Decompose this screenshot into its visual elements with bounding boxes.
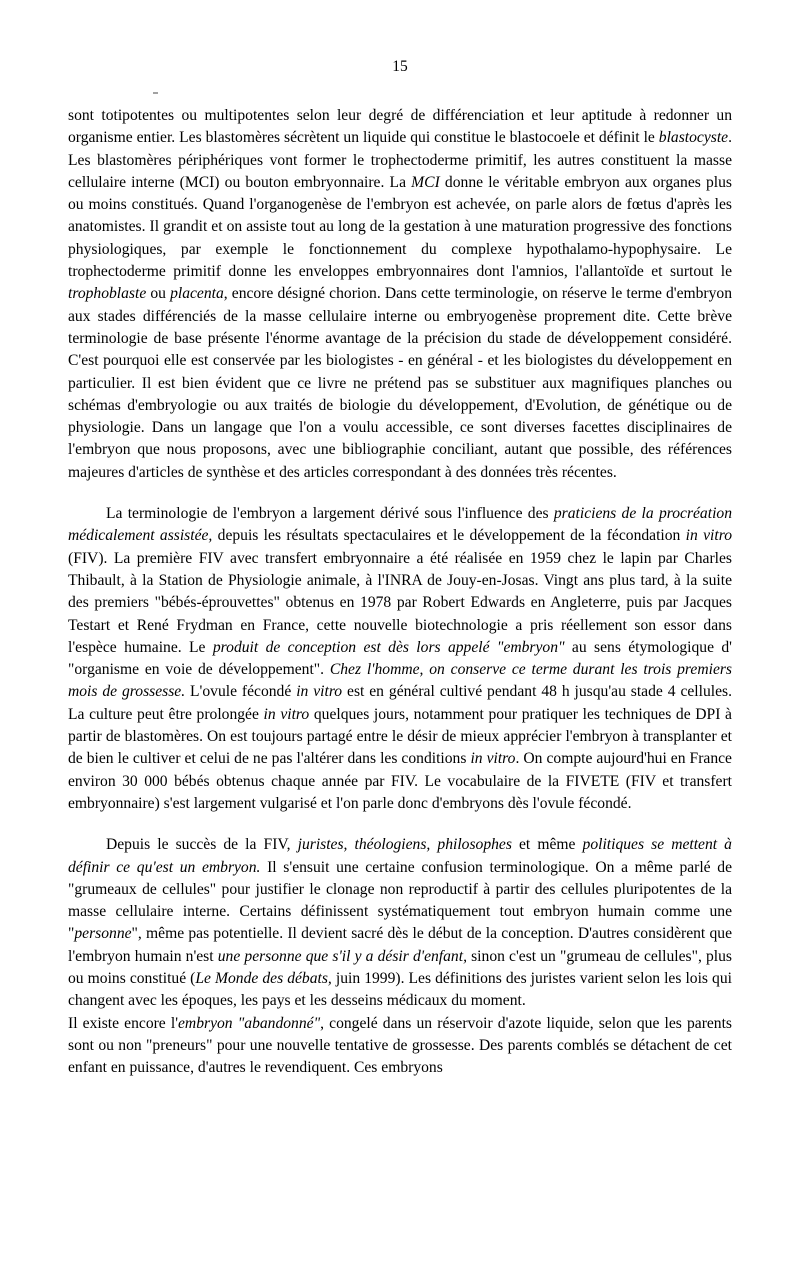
page-number: 15: [392, 58, 408, 75]
paragraph-2: La terminologie de l'embryon a largement dérivé sous l'influence des praticiens de la procréation médicalement assistée, depuis les résultats spectaculaires et le développement de la fécondation in vitro (FIV). La première FIV avec transfert embryonnaire a été réalisée en 1959 chez le lapin par Charles Thibault, à la Station de Physiologie animale, à l'INRA de Jouy-en-Josas. Vingt ans plus tard, à la suite des premiers "bébés-éprouvettes" obtenus en 1978 par Robert Edwards en Angleterre, puis par Jacques Testart et René Frydman en France, cette nouvelle biotechnologie a pris réellement son essor dans l'espèce humaine. Le produit de conception est dès lors appelé "embryon" au sens étymologique d' "organisme en voie de développement". Chez l'homme, on conserve ce terme durant les trois premiers mois de grossesse. L'ovule fécondé in vitro est en général cultivé pendant 48 h jusqu'au stade 4 cellules. La culture peut être prolongée in vitro quelques jours, notamment pour pratiquer les techniques de DPI à partir de blastomères. On est toujours partagé entre le désir de mieux apprécier l'embryon à transplanter et de bien le cultiver et celui de ne pas l'altérer dans les conditions in vitro. On compte aujourd'hui en France environ 30 000 bébés obtenus chaque année par FIV. Le vocabulaire de la FIVETE (FIV et transfert embryonnaire) s'est largement vulgarisé et l'on parle donc d'embryons dès l'ovule fécondé.: [68, 505, 732, 812]
body-text-column: [68, 105, 732, 1079]
stray-ink-mark: [153, 92, 158, 94]
paragraph-1: sont totipotentes ou multipotentes selon leur degré de différenciation et leur aptitude à redonner un organisme entier. Les blastomères sécrètent un liquide qui constitue le blastocoele et définit le blastocyste. Les blastomères périphériques vont former le trophectoderme primitif, les autres constituent la masse cellulaire interne (MCI) ou bouton embryonnaire. La MCI donne le véritable embryon aux organes plus ou moins constitués. Quand l'organogenèse de l'embryon est achevée, on parle alors de fœtus d'après les anatomistes. Il grandit et on assiste tout au long de la gestation à une maturation progressive des fonctions physiologiques, par exemple le fonctionnement du complexe hypothalamo-hypophysaire. Le trophectoderme primitif donne les enveloppes embryonnaires dont l'amnios, l'allantoïde et surtout le trophoblaste ou placenta, encore désigné chorion. Dans cette terminologie, on réserve le terme d'embryon aux stades différenciés de la masse cellulaire interne ou embryogenèse proprement dite. Cette brève terminologie de base présente l'énorme avantage de la précision du stade de développement considéré. C'est pourquoi elle est conservée par les biologistes - en général - et les biologistes du développement en particulier. Il est bien évident que ce livre ne prétend pas se substituer aux magnifiques planches ou schémas d'embryologie ou aux traités de biologie du développement, d'Evolution, de génétique ou de physiologie. Dans un langage que l'on a voulu accessible, ce sont diverses facettes disciplinaires de l'embryon que nous proposons, avec une bibliographie conciliant, autant que possible, des références majeures d'articles de synthèse et des articles correspondant à des données très récentes.: [68, 107, 733, 481]
paragraph-4: Il existe encore l'embryon "abandonné", congelé dans un réservoir d'azote liquide, selon que les parents sont ou non "preneurs" pour une nouvelle tentative de grossesse. Des parents comblés se détachent de cet enfant en puissance, d'autres le revendiquent. Ces embryons: [68, 1014, 732, 1077]
paragraph-3: Depuis le succès de la FIV, juristes, théologiens, philosophes et même politiques se mettent à définir ce qu'est un embryon. Il s'ensuit une certaine confusion terminologique. On a même parlé de "grumeaux de cellules" pour justifier le clonage non reproductif à partir des cellules pluripotentes de la masse cellulaire interne. Certains définissent systématiquement tout embryon humain comme une "personne", même pas potentielle. Il devient sacré dès le début de la conception. D'autres considèrent que l'embryon humain n'est une personne que s'il y a désir d'enfant, sinon c'est un "grumeau de cellules", plus ou moins constitué (Le Monde des débats, juin 1999). Les définitions des juristes varient selon les lois qui changent avec les époques, les pays et les desseins médicaux du moment.: [68, 836, 732, 1010]
